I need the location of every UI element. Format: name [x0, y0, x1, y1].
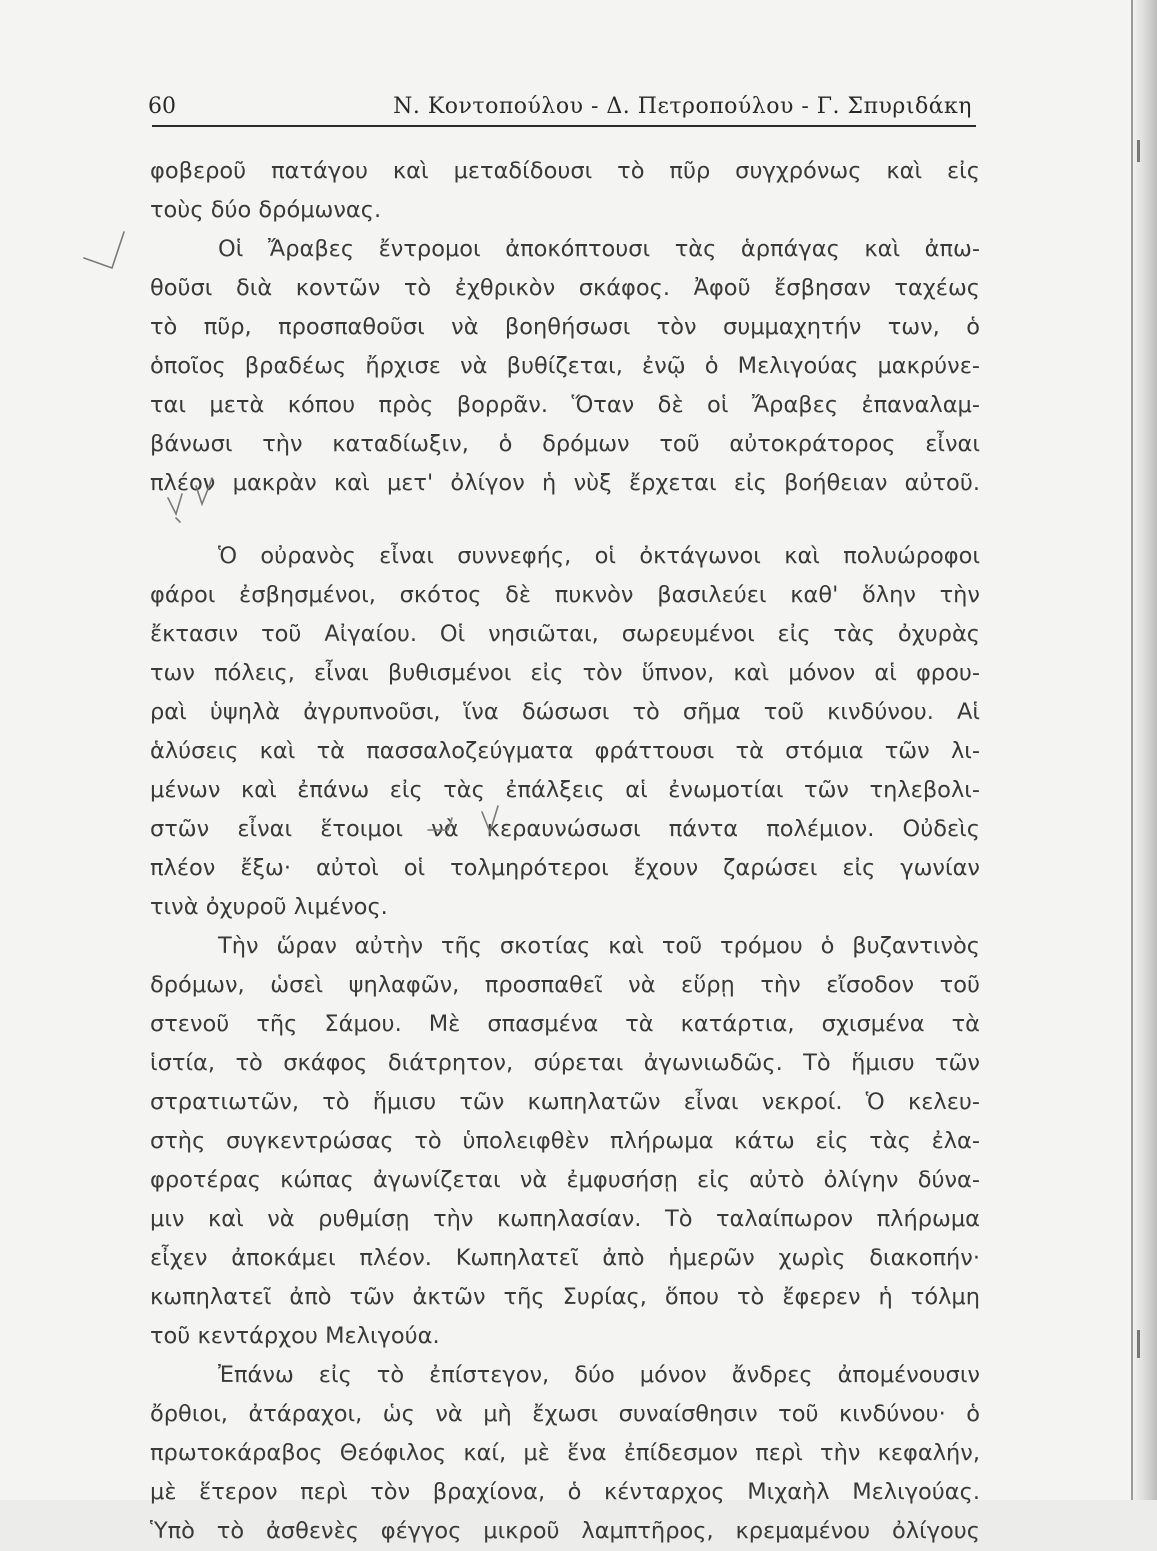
text-line: θοῦσι διὰ κοντῶν τὸ ἐχθρικὸν σκάφος. Ἀφοῦ ἔσβησαν ταχέως	[150, 275, 980, 301]
text-line: Ἐπάνω εἰς τὸ ἐπίστεγον, δύο μόνον ἄνδρες ἀπομένουσιν	[218, 1362, 980, 1388]
paragraph-1	[150, 152, 980, 230]
text-line: ται μετὰ κόπου πρὸς βορρᾶν. Ὅταν δὲ οἱ Ἄραβες ἐπαναλαμ-	[150, 392, 980, 418]
text-line: πλέον μακρὰν καὶ μετ' ὀλίγον ἡ νὺξ ἔρχεται εἰς βοήθειαν αὐτοῦ.	[150, 470, 980, 496]
text-line: ὄρθιοι, ἀτάραχοι, ὡς νὰ μὴ ἔχωσι συναίσθησιν τοῦ κινδύνου· ὁ	[150, 1401, 980, 1427]
text-line: Ὑπὸ τὸ ἀσθενὲς φέγγος μικροῦ λαμπτῆρος, κρεμαμένου ὀλίγους	[150, 1518, 980, 1544]
text-line: δρόμων, ὡσεὶ ψηλαφῶν, προσπαθεῖ νὰ εὕρῃ τὴν εἴσοδον τοῦ	[150, 972, 980, 998]
paragraph-2	[150, 230, 980, 503]
edge-mark	[1137, 140, 1140, 162]
text-line: στρατιωτῶν, τὸ ἥμισυ τῶν κωπηλατῶν εἶναι νεκροί. Ὁ κελευ-	[150, 1089, 980, 1115]
page-binding-edge	[1131, 0, 1157, 1500]
text-line: Ὁ οὐρανὸς εἶναι συννεφής, οἱ ὀκτάγωνοι καὶ πολυώροφοι	[218, 543, 980, 569]
text-line: φοβεροῦ πατάγου καὶ μεταδίδουσι τὸ πῦρ συγχρόνως καὶ εἰς	[150, 158, 980, 184]
paragraph-5	[150, 1356, 980, 1551]
body-text	[150, 152, 980, 1551]
paragraph-gap	[150, 503, 980, 537]
text-line: Οἱ Ἄραβες ἔντρομοι ἀποκόπτουσι τὰς ἁρπάγας καὶ ἀπω-	[218, 236, 980, 262]
text-line: κωπηλατεῖ ἀπὸ τῶν ἀκτῶν τῆς Συρίας, ὅπου τὸ ἔφερεν ἡ τόλμη	[150, 1284, 980, 1310]
text-line: ἱστία, τὸ σκάφος διάτρητον, σύρεται ἀγωνιωδῶς. Τὸ ἥμισυ τῶν	[150, 1050, 980, 1076]
text-line: πλέον ἔξω· αὐτοὶ οἱ τολμηρότεροι ἔχουν ζαρώσει εἰς γωνίαν	[150, 855, 980, 881]
text-line: ὁποῖος βραδέως ἤρχισε νὰ βυθίζεται, ἐνῷ ὁ Μελιγούας μακρύνε-	[150, 353, 980, 379]
text-line: βάνωσι τὴν καταδίωξιν, ὁ δρόμων τοῦ αὐτοκράτορος εἶναι	[150, 431, 980, 457]
text-line: μένων καὶ ἐπάνω εἰς τὰς ἐπάλξεις αἱ ἐνωμοτίαι τῶν τηλεβολι-	[150, 777, 980, 803]
text-line: τοῦ κεντάρχου Μελιγούα.	[150, 1323, 440, 1349]
text-line: στὴς συγκεντρώσας τὸ ὑπολειφθὲν πλήρωμα κάτω εἰς τὰς ἐλα-	[150, 1128, 980, 1154]
text-line: των πόλεις, εἶναι βυθισμένοι εἰς τὸν ὕπνον, καὶ μόνον αἱ φρου-	[150, 660, 980, 686]
text-line: μὲ ἕτερον περὶ τὸν βραχίονα, ὁ κένταρχος Μιχαὴλ Μελιγούας.	[150, 1479, 980, 1505]
text-line: Τὴν ὥραν αὐτὴν τῆς σκοτίας καὶ τοῦ τρόμου ὁ βυζαντινὸς	[218, 933, 980, 959]
text-line: φάροι ἐσβησμένοι, σκότος δὲ πυκνὸν βασιλεύει καθ' ὅλην τὴν	[150, 582, 980, 608]
header-rule	[152, 125, 976, 127]
paragraph-4	[150, 927, 980, 1356]
margin-slash-mark	[84, 232, 124, 268]
text-line: ἔκτασιν τοῦ Αἰγαίου. Οἱ νησιῶται, σωρευμένοι εἰς τὰς ὀχυρὰς	[150, 621, 980, 647]
running-head: Ν. Κοντοπούλου - Δ. Πετροπούλου - Γ. Σπυριδάκη	[393, 94, 972, 119]
text-line: τοὺς δύο δρόμωνας.	[150, 197, 382, 223]
text-line: φροτέρας κώπας ἀγωνίζεται νὰ ἐμφυσήσῃ εἰς αὐτὸ ὀλίγην δύνα-	[150, 1167, 980, 1193]
paragraph-3	[150, 537, 980, 927]
text-line: στῶν εἶναι ἕτοιμοι νὰ κεραυνώσωσι πάντα πολέμιον. Οὐδεὶς	[150, 816, 980, 842]
page-number: 60	[148, 94, 176, 119]
edge-mark	[1137, 1330, 1140, 1358]
text-line: πρωτοκάραβος Θεόφιλος καί, μὲ ἕνα ἐπίδεσμον περὶ τὴν κεφαλήν,	[150, 1440, 980, 1466]
text-line: τινὰ ὀχυροῦ λιμένος.	[150, 894, 388, 920]
text-line: τὸ πῦρ, προσπαθοῦσι νὰ βοηθήσωσι τὸν συμμαχητήν των, ὁ	[150, 314, 980, 340]
text-line: στενοῦ τῆς Σάμου. Μὲ σπασμένα τὰ κατάρτια, σχισμένα τὰ	[150, 1011, 980, 1037]
text-line: ραὶ ὑψηλὰ ἀγρυπνοῦσι, ἵνα δώσωσι τὸ σῆμα τοῦ κινδύνου. Αἱ	[150, 699, 980, 725]
text-line: εἶχεν ἀποκάμει πλέον. Κωπηλατεῖ ἀπὸ ἡμερῶν χωρὶς διακοπήν·	[150, 1245, 980, 1271]
text-line: ἁλύσεις καὶ τὰ πασσαλοζεύγματα φράττουσι τὰ στόμια τῶν λι-	[150, 738, 980, 764]
text-line: μιν καὶ νὰ ρυθμίσῃ τὴν κωπηλασίαν. Τὸ ταλαίπωρον πλήρωμα	[150, 1206, 980, 1232]
